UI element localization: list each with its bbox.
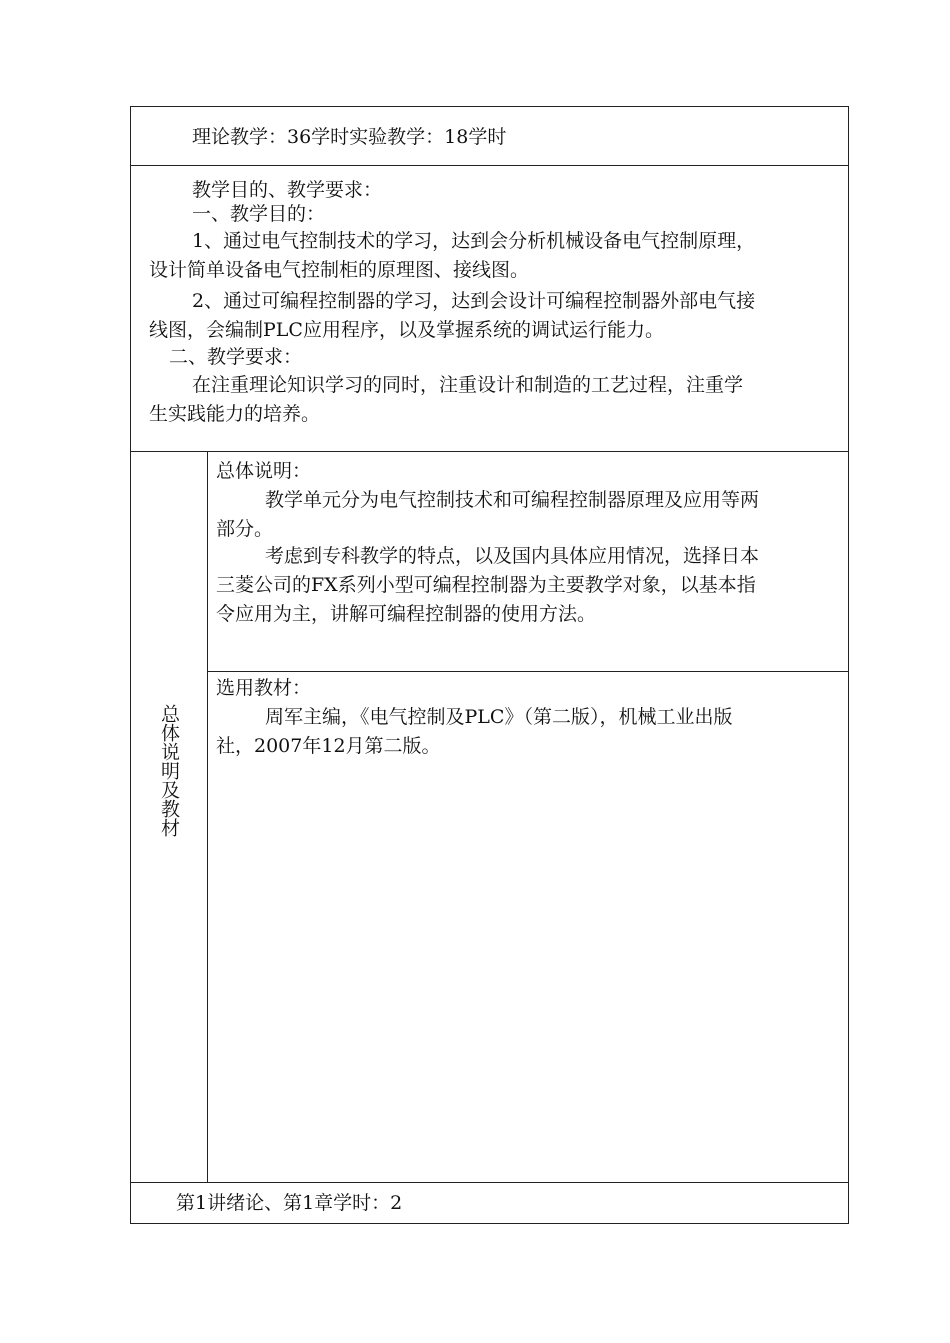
overview-content-cell [208,452,848,1182]
textbook-heading: 选用教材： [216,677,312,699]
teaching-goals-row [131,166,848,452]
overview-side-label: 总体说明及教材 [158,704,180,837]
overview-side-label-cell [131,452,208,1182]
summary-section [208,452,848,672]
summary-p1-line-2: 部分。 [216,518,274,540]
purpose-2-line-1: 2、通过可编程控制器的学习，达到会设计可编程控制器外部电气接 [192,290,756,312]
teaching-hours-row [131,107,848,166]
requirement-line-1: 在注重理论知识学习的同时，注重设计和制造的工艺过程，注重学 [192,374,744,396]
summary-p2-line-3: 令应用为主，讲解可编程控制器的使用方法。 [216,603,597,625]
summary-heading: 总体说明： [216,460,312,482]
lecture-row [131,1183,848,1223]
purpose-2-line-2: 线图，会编制PLC应用程序，以及掌握系统的调试运行能力。 [149,319,664,341]
textbook-line-1: 周军主编，《电气控制及PLC》（第二版），机械工业出版 [265,706,733,728]
teaching-hours-text: 理论教学：36学时实验教学：18学时 [192,126,507,148]
overview-row [131,452,848,1183]
requirement-heading: 二、教学要求： [169,346,303,368]
syllabus-table [130,106,849,1224]
textbook-section [208,671,848,1182]
requirement-line-2: 生实践能力的培养。 [149,403,321,425]
textbook-line-2: 社，2007年12月第二版。 [216,735,441,757]
summary-p1-line-1: 教学单元分为电气控制技术和可编程控制器原理及应用等两 [265,489,760,511]
purpose-heading: 一、教学目的： [192,203,326,225]
goals-heading: 教学目的、教学要求： [192,179,383,201]
purpose-1-line-1: 1、通过电气控制技术的学习，达到会分析机械设备电气控制原理， [192,230,756,252]
purpose-1-line-2: 设计简单设备电气控制柜的原理图、接线图。 [149,259,530,281]
lecture-text: 第1讲绪论、第1章学时：2 [176,1192,403,1214]
summary-p2-line-2: 三菱公司的FX系列小型可编程控制器为主要教学对象，以基本指 [216,574,756,596]
summary-p2-line-1: 考虑到专科教学的特点，以及国内具体应用情况，选择日本 [265,545,760,567]
